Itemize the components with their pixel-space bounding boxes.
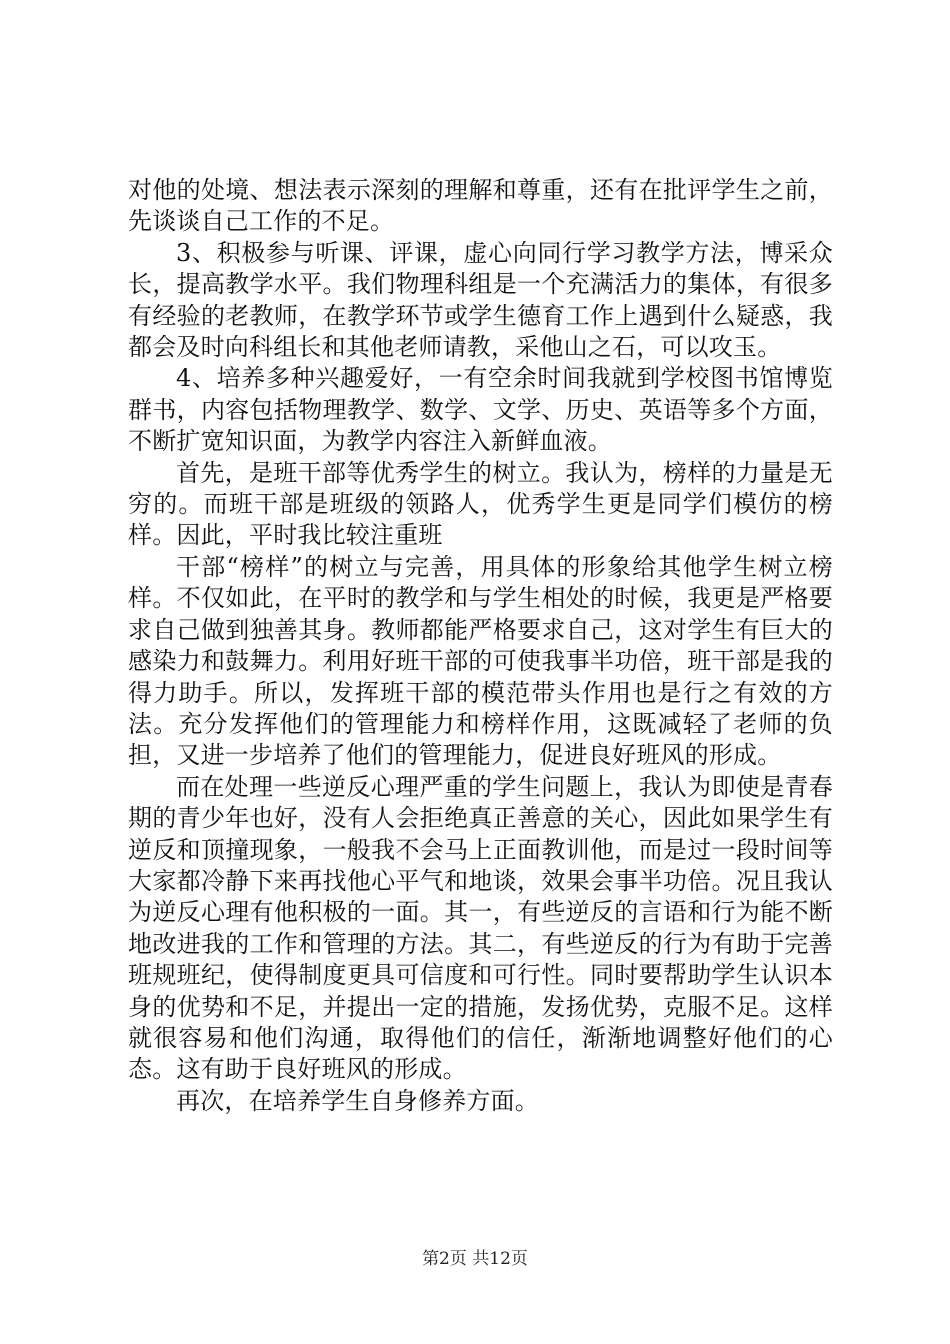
paragraph-7: 再次，在培养学生自身修养方面。 bbox=[176, 1086, 539, 1115]
paragraph-1: 对他的处境、想法表示深刻的理解和尊重，还有在批评学生之前，先谈谈自己工作的不足。 bbox=[128, 176, 833, 236]
paragraph-6: 而在处理一些逆反心理严重的学生问题上，我认为即使是青春期的青少年也好，没有人会拒绝真正善意的关心，因此如果学生有逆反和顶撞现象，一般我不会马上正面教训他，而是过一段时间等大家都冷静下来再找他心平气和地谈，效果会事半功倍。况且我认为逆反心理有他积极的一面。其一，有些逆反的言语和行为能不断地改进我的工作和管理的方法。其二，有些逆反的行为有助于完善班规班纪，使得制度更具可信度和可行性。同时要帮助学生认识本身的优势和不足，并提出一定的措施，发扬优势，克服不足。这样就很容易和他们沟通，取得他们的信任，渐渐地调整好他们的心态。这有助于良好班风的形成。 bbox=[128, 772, 833, 1084]
page-number-footer: 第2页 共12页 bbox=[422, 1249, 528, 1269]
paragraph-3: 4、培养多种兴趣爱好，一有空余时间我就到学校图书馆博览群书，内容包括物理教学、数学、文学、历史、英语等多个方面，不断扩宽知识面，为教学内容注入新鲜血液。 bbox=[128, 364, 833, 456]
paragraph-5: 干部“榜样”的树立与完善，用具体的形象给其他学生树立榜样。不仅如此，在平时的教学和与学生相处的时候，我更是严格要求自己做到独善其身。教师都能严格要求自己，这对学生有巨大的感染力和鼓舞力。利用好班干部的可使我事半功倍，班干部是我的得力助手。所以，发挥班干部的模范带头作用也是行之有效的方法。充分发挥他们的管理能力和榜样作用，这既减轻了老师的负担，又进一步培养了他们的管理能力，促进良好班风的形成。 bbox=[128, 552, 833, 770]
document-body bbox=[128, 175, 833, 1117]
paragraph-4: 首先，是班干部等优秀学生的树立。我认为，榜样的力量是无穷的。而班干部是班级的领路人，优秀学生更是同学们模仿的榜样。因此，平时我比较注重班 bbox=[128, 458, 833, 550]
paragraph-2: 3、积极参与听课、评课，虚心向同行学习教学方法，博采众长，提高教学水平。我们物理科组是一个充满活力的集体，有很多有经验的老教师，在教学环节或学生德育工作上遇到什么疑惑，我都会及时向科组长和其他老师请教，采他山之石，可以攻玉。 bbox=[128, 238, 833, 362]
